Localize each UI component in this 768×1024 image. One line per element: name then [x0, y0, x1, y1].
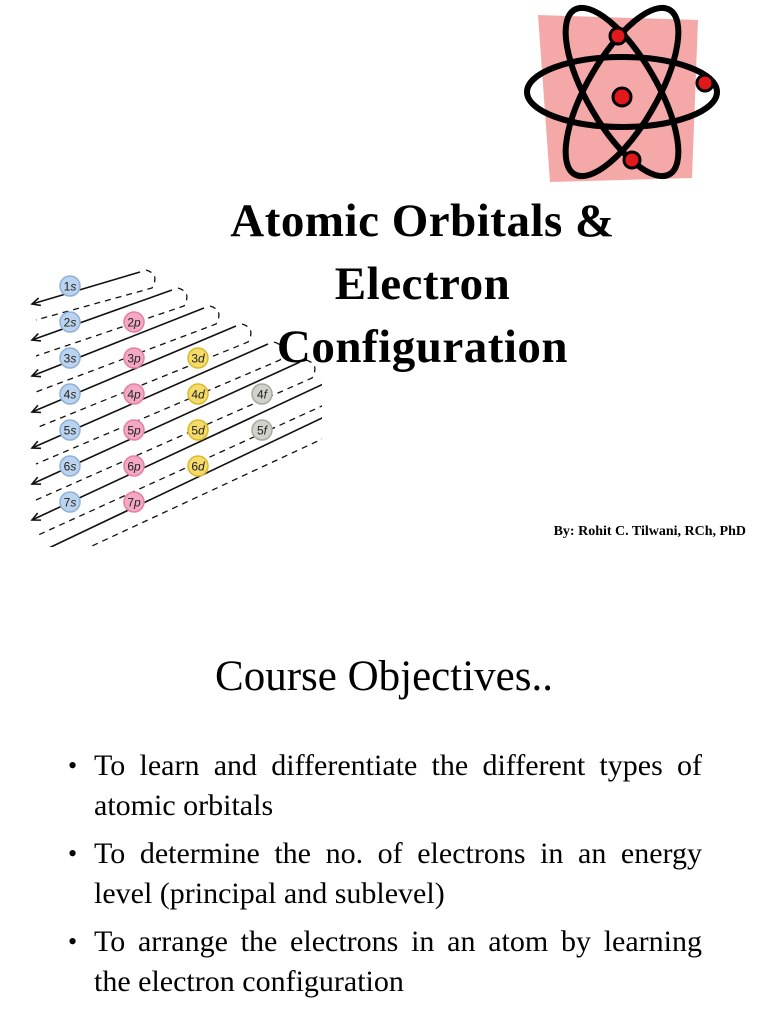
orbital-label-3p: 3p [127, 351, 141, 366]
title-line: Configuration [276, 321, 569, 373]
objective-item [62, 922, 702, 1002]
orbital-label-4d: 4d [191, 387, 205, 402]
filling-order-dashed-path [36, 378, 322, 536]
orbital-label-1s: 1s [63, 279, 77, 294]
author-credit: By: Rohit C. Tilwani, RCh, PhD [553, 524, 746, 539]
bullet-icon: • [68, 927, 78, 956]
atom-electron [610, 28, 626, 44]
bullet-icon: • [68, 839, 78, 868]
orbital-label-2s: 2s [63, 315, 77, 330]
objective-text: To determine the no. of electrons in an energy level (principal and sublevel) [94, 837, 702, 910]
atom-icon [520, 0, 730, 195]
orbital-label-7s: 7s [63, 495, 77, 510]
title-line: Atomic Orbitals & [230, 195, 615, 247]
orbital-label-5f: 5f [256, 423, 268, 438]
objectives-list [62, 746, 702, 1010]
orbital-label-5s: 5s [63, 423, 77, 438]
bullet-icon: • [68, 751, 78, 780]
orbital-label-6s: 6s [63, 459, 77, 474]
title-line: Electron [334, 258, 511, 310]
orbital-label-7p: 7p [127, 495, 141, 510]
orbital-label-6p: 6p [127, 459, 141, 474]
orbital-label-3s: 3s [63, 351, 77, 366]
orbital-label-3d: 3d [191, 351, 205, 366]
orbital-label-2p: 2p [127, 315, 141, 330]
atom-nucleus [613, 88, 631, 106]
orbital-label-4p: 4p [127, 387, 141, 402]
atom-electron [697, 75, 713, 91]
objectives-slide [0, 580, 768, 1024]
slide-title [150, 190, 695, 379]
objective-text: To arrange the electrons in an atom by learning the electron configuration [94, 925, 702, 998]
orbital-label-6d: 6d [191, 459, 205, 474]
objective-item [62, 746, 702, 826]
objectives-title: Course Objectives.. [215, 653, 553, 700]
orbital-label-4f: 4f [256, 387, 268, 402]
objective-text: To learn and differentiate the different types of atomic orbitals [94, 749, 702, 822]
objective-item [62, 834, 702, 914]
filling-order-arrow [32, 272, 140, 304]
orbital-label-4s: 4s [63, 387, 77, 402]
orbital-label-5p: 5p [127, 423, 141, 438]
orbital-label-5d: 5d [191, 423, 205, 438]
atom-electron [624, 152, 640, 168]
